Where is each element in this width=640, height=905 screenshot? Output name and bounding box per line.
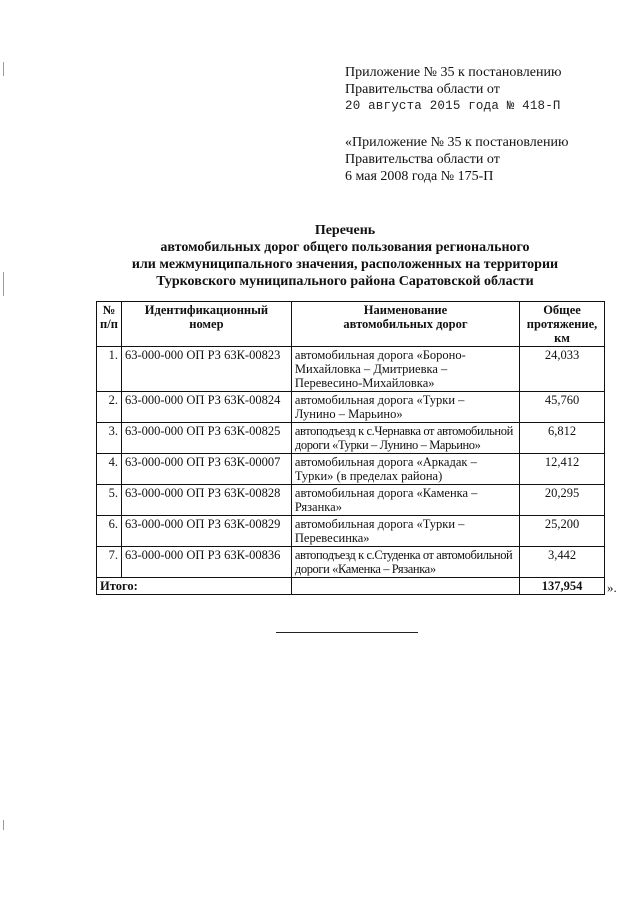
row-length: 6,812 [520,423,605,454]
total-label: Итого: [97,578,292,595]
row-length: 12,412 [520,454,605,485]
scan-edge-mark [3,820,4,830]
road-name-line: автомобильная дорога «Каменка – [294,486,478,500]
road-name-line: Турки» (в пределах района) [294,469,443,483]
row-length: 24,033 [520,347,605,392]
appendix-original-line: 6 мая 2008 года № 175-П [345,169,494,184]
table-row [97,347,605,392]
road-name-line: автоподъезд к с.Чернавка от автомобильной [294,424,513,438]
road-name-line: автомобильная дорога «Аркадак – [294,455,477,469]
table-row [97,392,605,423]
row-identifier: 63-000-000 ОП РЗ 63К-00824 [121,392,291,423]
total-empty-cell [291,578,519,595]
appendix-current-line: Правительства области от [345,82,500,97]
row-road-name [291,423,519,454]
appendix-original-reference [345,134,635,185]
road-name-line: Перевесинка» [294,531,370,545]
table-row [97,485,605,516]
row-number: 1. [97,347,122,392]
row-number: 3. [97,423,122,454]
road-name-line: автомобильная дорога «Бороно- [294,348,466,362]
header-text: протяжение, [526,317,598,331]
row-number: 2. [97,392,122,423]
row-identifier: 63-000-000 ОП РЗ 63К-00836 [121,547,291,578]
row-identifier: 63-000-000 ОП РЗ 63К-00825 [121,423,291,454]
appendix-current-line: Приложение № 35 к постановлению [345,65,562,80]
title-line: Перечень [314,223,376,238]
appendix-original-line: Правительства области от [345,152,500,167]
table-total-row [97,578,605,595]
road-name-line: автомобильная дорога «Турки – [294,517,465,531]
separator-line [276,632,418,633]
table-row [97,454,605,485]
scan-edge-mark [3,272,4,296]
title-line: автомобильных дорог общего пользования регионального [160,240,530,255]
road-name-line: Лунино – Марьино» [294,407,403,421]
appendix-original-line: «Приложение № 35 к постановлению [345,135,569,150]
total-value: 137,954 [520,578,605,595]
row-road-name [291,516,519,547]
row-length: 20,295 [520,485,605,516]
row-identifier: 63-000-000 ОП РЗ 63К-00828 [121,485,291,516]
row-number: 6. [97,516,122,547]
roads-table [96,301,605,595]
road-name-line: Перевесино-Михайловка» [294,376,435,390]
header-text: № [102,303,116,317]
row-number: 4. [97,454,122,485]
header-road-name [291,302,519,347]
row-road-name [291,454,519,485]
header-text: п/п [100,317,118,331]
scan-edge-mark [3,62,4,76]
row-road-name [291,485,519,516]
title-line: Турковского муниципального района Саратовской области [156,274,534,289]
table-row [97,547,605,578]
road-name-line: дороги «Турки – Лунино – Марьино» [294,438,481,452]
appendix-current-date-number: 20 августа 2015 года № 418-П [345,99,561,113]
road-name-line: автоподъезд к с.Студенка от автомобильной [294,548,513,562]
header-text: Идентификационный [144,303,269,317]
header-identifier [121,302,291,347]
header-text: автомобильных дорог [343,317,468,331]
header-text: Наименование [363,303,448,317]
row-identifier: 63-000-000 ОП РЗ 63К-00007 [121,454,291,485]
row-length: 25,200 [520,516,605,547]
header-length [520,302,605,347]
road-name-line: автомобильная дорога «Турки – [294,393,465,407]
road-name-line: Рязанка» [294,500,342,514]
appendix-current-reference [345,64,635,115]
row-length: 3,442 [520,547,605,578]
row-road-name [291,547,519,578]
row-road-name [291,347,519,392]
row-identifier: 63-000-000 ОП РЗ 63К-00823 [121,347,291,392]
row-road-name [291,392,519,423]
table-row [97,423,605,454]
title-line: или межмуниципального значения, расположенных на территории [131,257,559,272]
table-header-row [97,302,605,347]
row-length: 45,760 [520,392,605,423]
table-row [97,516,605,547]
header-number [97,302,122,347]
header-text: номер [189,317,224,331]
row-identifier: 63-000-000 ОП РЗ 63К-00829 [121,516,291,547]
closing-quote-mark: ». [607,580,617,595]
header-text: км [554,331,570,345]
document-title [90,222,600,290]
row-number: 5. [97,485,122,516]
road-name-line: Михайловка – Дмитриевка – [294,362,448,376]
road-name-line: дороги «Каменка – Рязанка» [294,562,436,576]
row-number: 7. [97,547,122,578]
header-text: Общее [543,303,581,317]
